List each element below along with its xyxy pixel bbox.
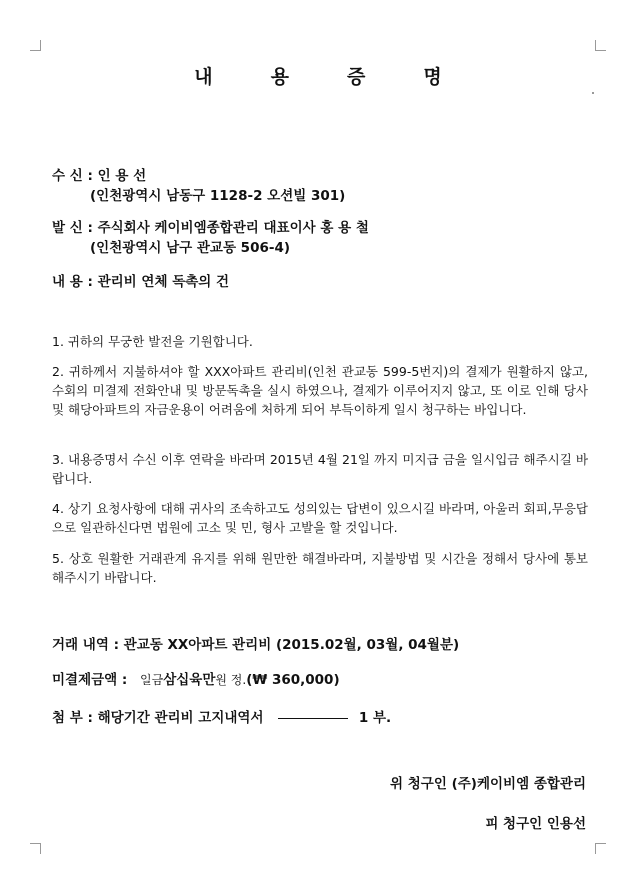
unpaid-label: 미결제금액 :	[52, 672, 128, 688]
transaction-label: 거래 내역 :	[52, 637, 119, 653]
recipient-line	[52, 164, 146, 184]
page-corner-mark	[30, 843, 41, 854]
recipient-name: 인 용 선	[97, 168, 147, 184]
attachment-label: 첨 부 :	[52, 710, 93, 726]
page-corner-mark	[595, 843, 606, 854]
unpaid-suffix: 원 정.	[215, 673, 247, 687]
paragraph-4: 4. 상기 요청사항에 대해 귀사의 조속하고도 성의있는 답변이 있으시길 바라며, 아울러 회피,무응답으로 일관하신다면 법원에 고소 및 민, 형사 고발을 할 것입니다.	[52, 501, 588, 535]
unpaid-amount-words: 삼십육만	[163, 672, 216, 688]
claimant-signature: 위 청구인 (주)케이비엠 종합관리	[390, 776, 586, 792]
page-marker-dot	[592, 92, 594, 94]
paragraph-5: 5. 상호 원활한 거래관계 유지를 위해 원만한 해결바라며, 지불방법 및 시간을 정해서 당사에 통보해주시기 바랍니다.	[52, 551, 588, 585]
transaction-text: 관교동 XX아파트 관리비 (2015.02월, 03월, 04월분)	[123, 637, 460, 653]
unpaid-amount-line	[52, 668, 340, 688]
transaction-line	[52, 633, 459, 653]
unpaid-prefix: 일금	[140, 673, 164, 687]
paragraph-3: 3. 내용증명서 수신 이후 연락을 바라며 2015년 4월 21일 까지 미지급 금을 일시입금 해주시길 바랍니다.	[52, 452, 588, 486]
page-corner-mark	[30, 40, 41, 51]
attachment-rule	[278, 718, 348, 719]
attachment-count: 1 부.	[358, 710, 392, 726]
sender-address: (인천광역시 남구 관교동 506-4)	[90, 240, 291, 256]
subject-text: 관리비 연체 독촉의 건	[97, 274, 230, 290]
page-corner-mark	[595, 40, 606, 51]
attachment-line	[52, 706, 391, 726]
document-title: 내용증명	[194, 66, 500, 88]
recipient-label: 수 신 :	[52, 168, 93, 184]
paragraph-1: 1. 귀하의 무궁한 발전을 기원합니다.	[52, 334, 253, 349]
sender-line	[52, 216, 369, 236]
subject-label: 내 용 :	[52, 274, 93, 290]
attachment-text: 해당기간 관리비 고지내역서	[97, 710, 264, 726]
unpaid-amount: (₩ 360,000)	[246, 672, 340, 688]
sender-label: 발 신 :	[52, 220, 93, 236]
paragraph-2: 2. 귀하께서 지불하셔야 할 XXX아파트 관리비(인천 관교동 599-5번지)의 결제가 원활하지 않고, 수회의 미결제 전화안내 및 방문독촉을 실시 하였으나, 결제가 이루어지지 않고, 또 이로 인해 당사 및 해당아파트의 자금운용이 어려움에 처하게 되어 부득이하게 일시 청구하는 바입니다.	[52, 364, 588, 417]
respondent-signature: 피 청구인 인용선	[485, 816, 586, 832]
subject-line	[52, 270, 229, 290]
recipient-address: (인천광역시 남동구 1128-2 오션빌 301)	[90, 188, 346, 204]
sender-name: 주식회사 케이비엠종합관리 대표이사 홍 용 철	[97, 220, 369, 236]
